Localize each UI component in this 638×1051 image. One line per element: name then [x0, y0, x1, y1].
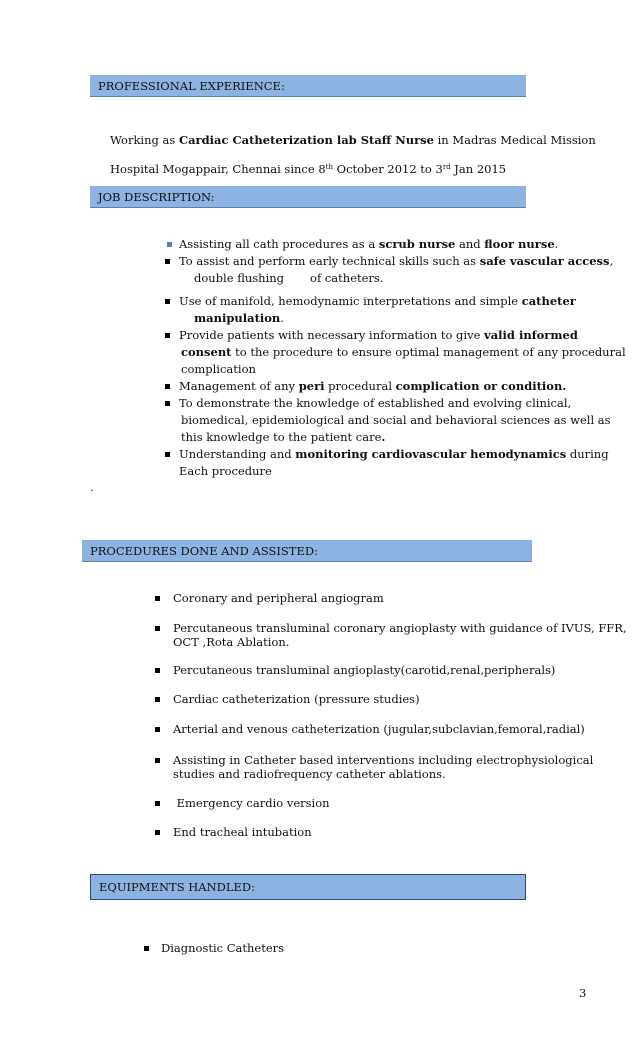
stray-dot: .	[90, 480, 94, 494]
bullet-icon	[155, 697, 160, 702]
section-header-job-description: JOB DESCRIPTION:	[90, 186, 526, 208]
bullet-icon	[155, 727, 160, 732]
job-item-7: Understanding and monitoring cardiovascular hemodynamics during	[179, 447, 609, 461]
bullet-icon	[155, 596, 160, 601]
job-item-2-cont: double flushing of catheters.	[194, 271, 384, 285]
bullet-icon	[165, 299, 170, 304]
job-item-6: To demonstrate the knowledge of established and evolving clinical,	[179, 396, 572, 410]
section-header-professional-experience: PROFESSIONAL EXPERIENCE:	[90, 75, 526, 97]
bullet-icon	[155, 758, 160, 763]
bullet-icon	[165, 452, 170, 457]
job-item-3-cont: manipulation.	[194, 311, 284, 325]
procedure-item: End tracheal intubation	[173, 825, 312, 839]
bullet-icon	[155, 626, 160, 631]
job-item-1: Assisting all cath procedures as a scrub nurse and floor nurse.	[179, 237, 559, 251]
job-item-5: Management of any peri procedural complication or condition.	[179, 379, 567, 393]
bullet-icon	[165, 333, 170, 338]
job-item-4-cont-2: complication	[181, 362, 256, 376]
bullet-icon	[165, 384, 170, 389]
procedure-item: Coronary and peripheral angiogram	[173, 591, 384, 605]
job-item-6-cont-2: this knowledge to the patient care.	[181, 430, 386, 444]
section-header-procedures: PROCEDURES DONE AND ASSISTED:	[82, 540, 532, 562]
bullet-icon	[155, 668, 160, 673]
experience-line-1: Working as Cardiac Catheterization lab Staff Nurse in Madras Medical Mission	[110, 133, 596, 147]
procedure-item: Emergency cardio version	[173, 796, 330, 810]
bullet-icon	[155, 830, 160, 835]
job-item-4: Provide patients with necessary information to give valid informed	[179, 328, 578, 342]
equipment-item: Diagnostic Catheters	[161, 941, 285, 955]
job-item-7-cont: Each procedure	[179, 464, 272, 478]
procedure-item: Percutaneous transluminal angioplasty(carotid,renal,peripherals)	[173, 663, 556, 677]
procedure-item: Cardiac catheterization (pressure studies)	[173, 692, 420, 706]
procedure-item: Arterial and venous catheterization (jugular,subclavian,femoral,radial)	[173, 722, 585, 736]
bullet-icon	[144, 946, 149, 951]
job-item-3: Use of manifold, hemodynamic interpretations and simple catheter	[179, 294, 576, 308]
page-number: 3	[579, 986, 587, 1000]
job-item-4-cont: consent to the procedure to ensure optimal management of any procedural	[181, 345, 626, 359]
section-header-equipments: EQUIPMENTS HANDLED:	[90, 874, 526, 900]
job-item-2: To assist and perform early technical skills such as safe vascular access,	[179, 254, 614, 268]
procedure-item-cont: studies and radiofrequency catheter ablations.	[173, 767, 446, 781]
bullet-icon	[155, 801, 160, 806]
experience-line-2: Hospital Mogappair, Chennai since 8th October 2012 to 3rd Jan 2015	[110, 162, 507, 176]
procedure-item: Assisting in Catheter based interventions including electrophysiological	[173, 753, 594, 767]
procedure-item: Percutaneous transluminal coronary angioplasty with guidance of IVUS, FFR,	[173, 621, 627, 635]
bullet-icon	[165, 259, 170, 264]
job-item-6-cont: biomedical, epidemiological and social and behavioral sciences as well as	[181, 413, 611, 427]
bullet-icon	[167, 242, 172, 247]
procedure-item-cont: OCT ,Rota Ablation.	[173, 635, 290, 649]
bullet-icon	[165, 401, 170, 406]
